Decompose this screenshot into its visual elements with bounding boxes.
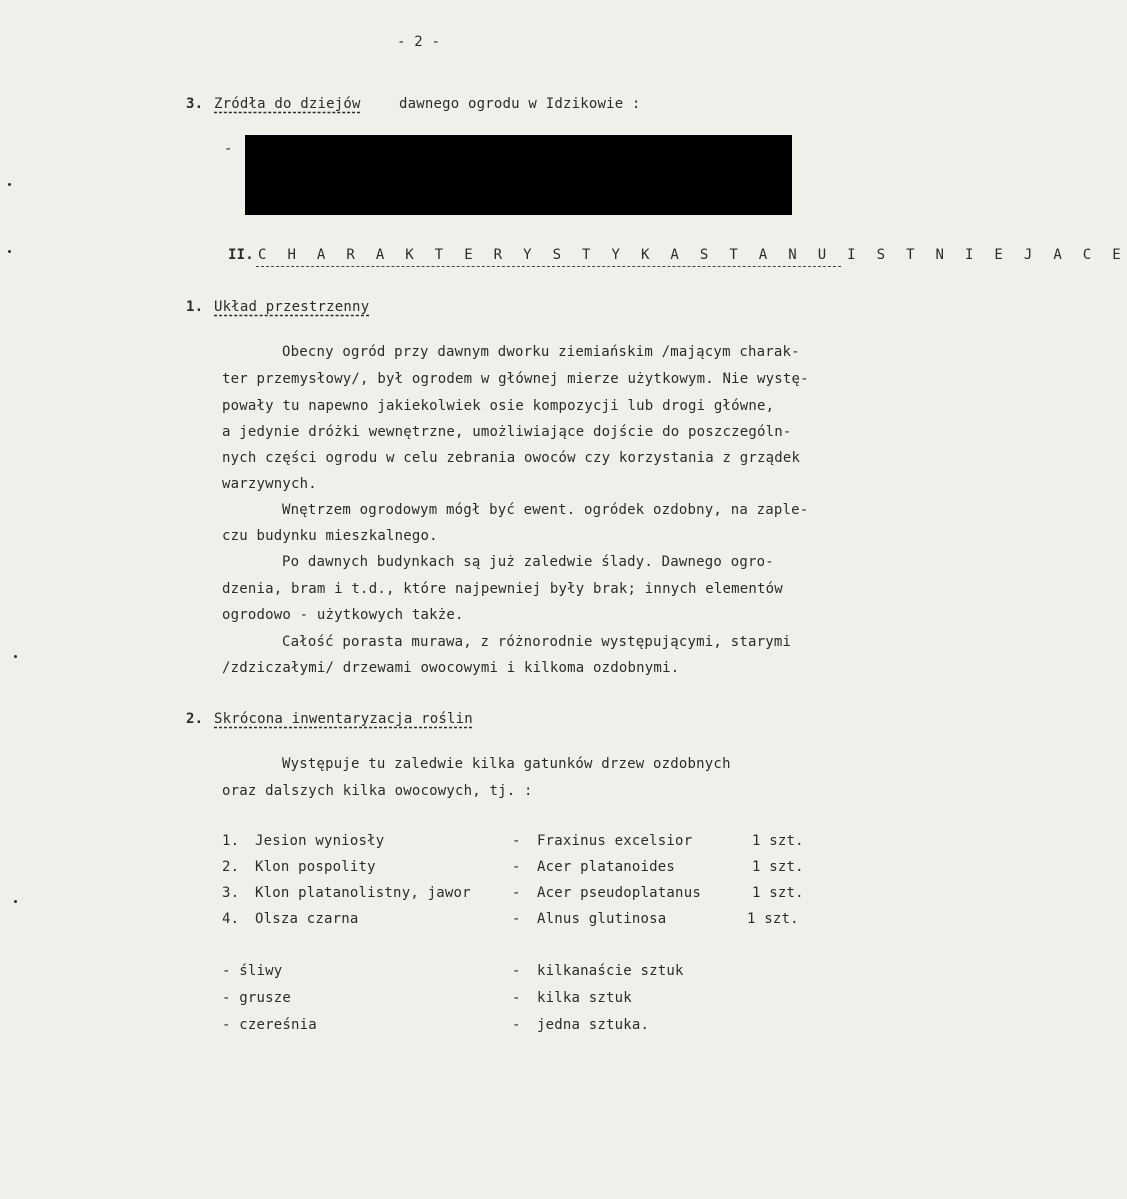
fruit-count: jedna sztuka. — [537, 1017, 650, 1033]
section3-dash: - — [224, 141, 233, 157]
species-quantity: 1 szt. — [752, 885, 804, 901]
fruit-dash: - — [512, 963, 521, 979]
paragraph-line: Całość porasta murawa, z różnorodnie występującymi, starymi — [282, 634, 792, 650]
paragraph-line: nych części ogrodu w celu zebrania owoców czy korzystania z grządek — [222, 450, 801, 466]
species-name: Olsza czarna — [255, 911, 359, 927]
margin-mark — [14, 655, 17, 658]
species-quantity: 1 szt. — [752, 859, 804, 875]
page-number: - 2 - — [397, 34, 441, 50]
paragraph-line: ter przemysłowy/, był ogrodem w głównej mierze użytkowym. Nie wystę- — [222, 371, 809, 387]
paragraph-line: Po dawnych budynkach są już zaledwie ślady. Dawnego ogro- — [282, 554, 774, 570]
species-latin: Fraxinus excelsior — [537, 833, 693, 849]
section3-title-rest: dawnego ogrodu w Idzikowie : — [399, 96, 641, 112]
redaction-box — [245, 135, 792, 215]
paragraph-line: dzenia, bram i t.d., które najpewniej były brak; innych elementów — [222, 581, 783, 597]
fruit-name: - grusze — [222, 990, 292, 1006]
fruit-name: - śliwy — [222, 963, 283, 979]
fruit-count: kilkanaście sztuk — [537, 963, 684, 979]
section2-number: II. — [228, 247, 254, 263]
paragraph-line: /zdziczałymi/ drzewami owocowymi i kilkoma ozdobnymi. — [222, 660, 680, 676]
species-number: 4. — [222, 911, 240, 927]
section2-title: C H A R A K T E R Y S T Y K A S T A N U I S T N I E J A C E — [258, 247, 1127, 263]
intro-line: Występuje tu zaledwie kilka gatunków drzew ozdobnych — [282, 756, 731, 772]
paragraph-line: Wnętrzem ogrodowym mógł być ewent. ogródek ozdobny, na zaple- — [282, 502, 809, 518]
paragraph-line: Obecny ogród przy dawnym dworku ziemiańskim /mającym charak- — [282, 344, 800, 360]
species-number: 3. — [222, 885, 240, 901]
species-latin: Acer platanoides — [537, 859, 676, 875]
section3-number: 3. — [186, 96, 204, 112]
paragraph-line: czu budynku mieszkalnego. — [222, 528, 438, 544]
species-number: 1. — [222, 833, 240, 849]
fruit-name: - czereśnia — [222, 1017, 317, 1033]
species-quantity: 1 szt. — [752, 833, 804, 849]
item1-title: Układ przestrzenny — [214, 299, 370, 315]
species-latin: Acer pseudoplatanus — [537, 885, 701, 901]
species-number: 2. — [222, 859, 240, 875]
species-latin: Alnus glutinosa — [537, 911, 667, 927]
margin-mark — [8, 183, 11, 186]
item2-number: 2. — [186, 711, 204, 727]
paragraph-line: a jedynie dróżki wewnętrzne, umożliwiające dojście do poszczególn- — [222, 424, 792, 440]
species-dash: - — [512, 885, 521, 901]
fruit-dash: - — [512, 990, 521, 1006]
margin-mark — [14, 900, 17, 903]
species-name: Klon pospolity — [255, 859, 376, 875]
species-name: Klon platanolistny, jawor — [255, 885, 471, 901]
margin-mark — [8, 250, 11, 253]
paragraph-line: warzywnych. — [222, 476, 317, 492]
fruit-dash: - — [512, 1017, 521, 1033]
species-dash: - — [512, 911, 521, 927]
paragraph-line: powały tu napewno jakiekolwiek osie kompozycji lub drogi główne, — [222, 398, 775, 414]
species-dash: - — [512, 859, 521, 875]
section3-title: Zródła do dziejów — [214, 96, 361, 112]
paragraph-line: ogrodowo - użytkowych także. — [222, 607, 464, 623]
species-name: Jesion wyniosły — [255, 833, 385, 849]
intro-line: oraz dalszych kilka owocowych, tj. : — [222, 783, 533, 799]
species-dash: - — [512, 833, 521, 849]
fruit-count: kilka sztuk — [537, 990, 632, 1006]
item1-number: 1. — [186, 299, 204, 315]
item2-title: Skrócona inwentaryzacja roślin — [214, 711, 473, 727]
species-quantity: 1 szt. — [747, 911, 799, 927]
section2-underline — [256, 266, 841, 267]
